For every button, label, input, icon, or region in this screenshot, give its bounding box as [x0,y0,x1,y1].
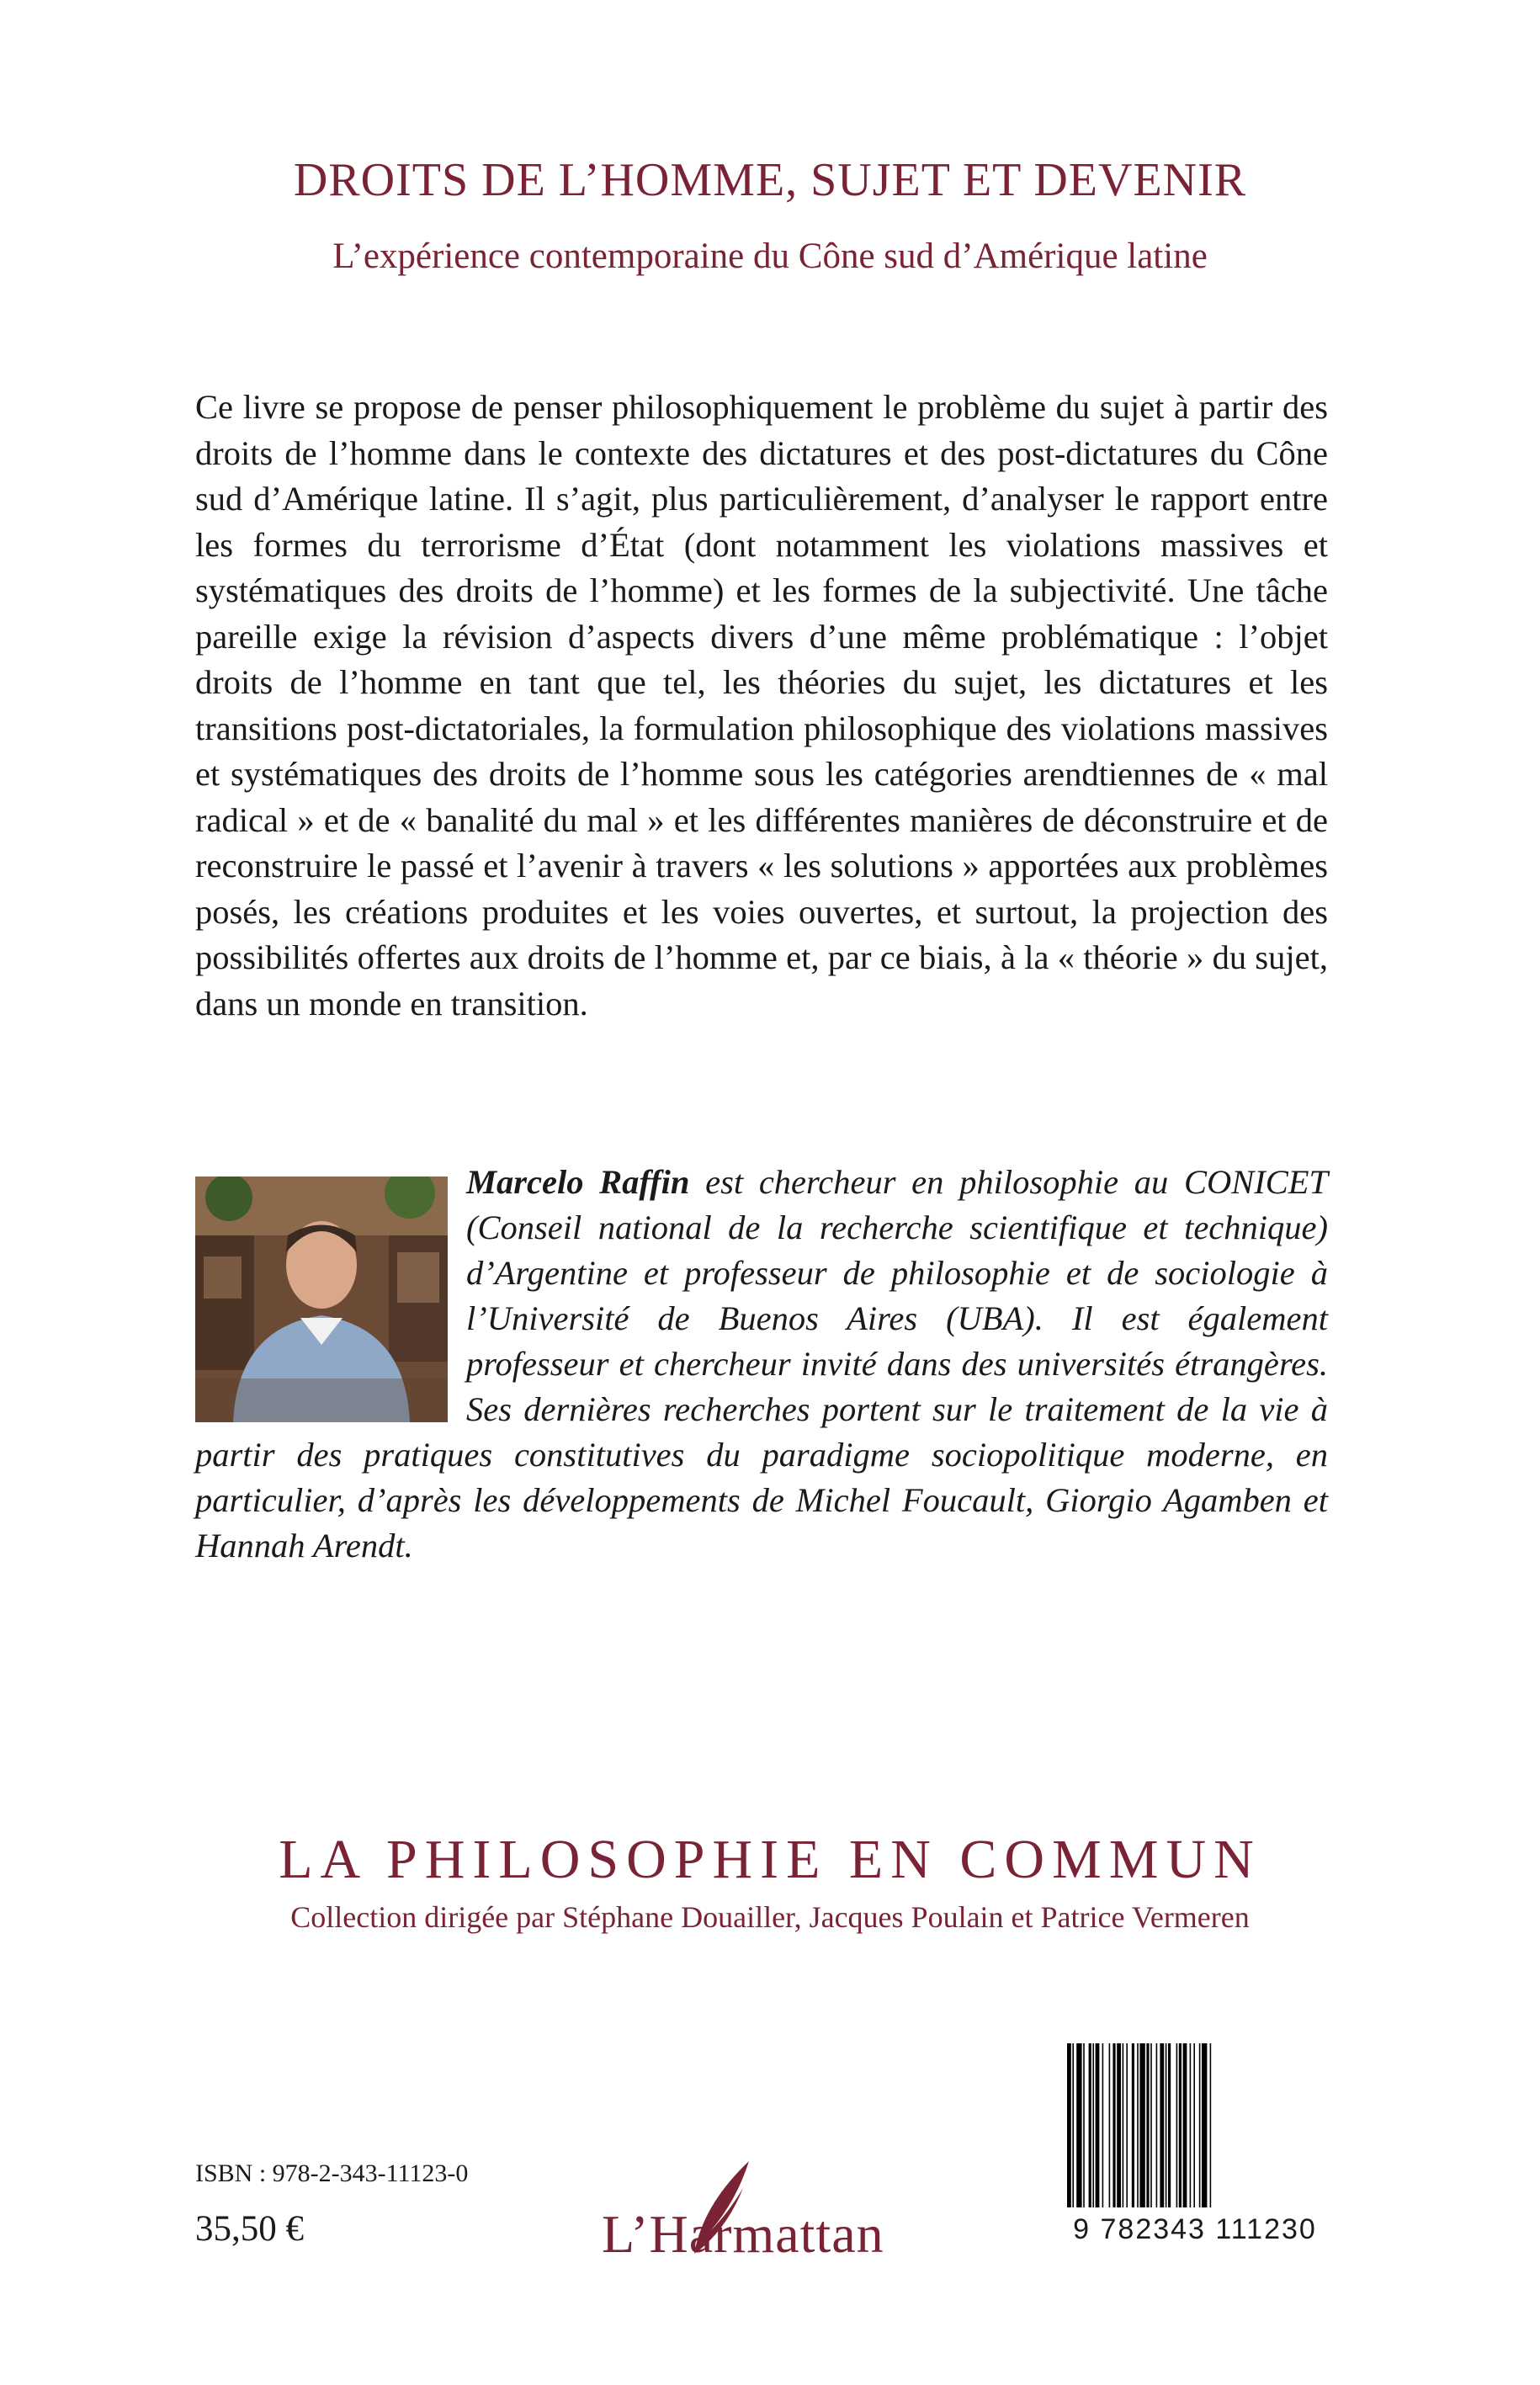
barcode-bar [1179,2043,1182,2207]
publisher-name: L’Harmattan [602,2204,884,2264]
series-directors: Collection dirigée par Stéphane Douailler, Jacques Poulain et Patrice Vermeren [290,1900,1250,1934]
barcode-bar [1096,2043,1100,2207]
barcode-bar [1083,2043,1085,2207]
barcode-bar [1109,2043,1111,2207]
publisher-logo [602,2154,938,2264]
barcode-bar [1123,2043,1124,2207]
summary-paragraph: Ce livre se propose de penser philosophiquement le problème du sujet à partir des droits de l’homme dans le contexte des dictatures et des post-dictatures du Cône sud d’Amérique latine. Il s’agit, plus particulièrement, d’analyser le rapport entre les formes du terrorisme d’État (dont notamment les violations massives et systématiques des droits de l’homme) et les formes de la subjectivité. Une tâche pareille exige la révision d’aspects divers d’une même problématique : l’objet droits de l’homme en tant que tel, les théories du sujet, les dictatures et les transitions post-dictatoriales, la formulation philosophique des violations massives et systématiques des droits de l’homme sous les catégories arendtiennes de « mal radical » et de « banalité du mal » et les différentes manières de déconstruire et de reconstruire le passé et l’avenir à travers « les solutions » apportées aux problèmes posés, les créations produites et les voies ouvertes, et surtout, la projection des possibilités offertes aux droits de l’homme et, par ce biais, à la « théorie » du sujet, dans un monde en transition. [195,388,1328,1023]
barcode-bar [1076,2043,1081,2207]
barcode-bar [1168,2043,1171,2207]
price: 35,50 € [195,2209,304,2249]
barcode-bar [1137,2043,1139,2207]
barcode-bar [1089,2043,1091,2207]
barcode-bar [1199,2043,1201,2207]
photo-spacer [195,1160,466,1412]
barcode-bar [1150,2043,1152,2207]
barcode-bar [1139,2043,1144,2207]
barcode-bar [1102,2043,1104,2207]
barcode-bar [1072,2043,1074,2207]
barcode [1060,2043,1330,2245]
barcode-bars [1060,2043,1330,2212]
isbn: ISBN : 978-2-343-11123-0 [195,2159,469,2187]
barcode-bar [1146,2043,1149,2207]
series-name: LA PHILOSOPHIE EN COMMUN [279,1829,1261,1890]
barcode-bar [1160,2043,1164,2207]
barcode-bar [1156,2043,1158,2207]
author-name: Marcelo Raffin [466,1163,690,1201]
bio-text: est chercheur en philosophie au CONICET (Conseil national de la recherche scientifique et technique) d’Argentine et professeur de philosophie et de sociologie à l’Université de Buenos Aires (UBA). Il est également professeur et chercheur invité dans des universités étrangères. Ses dernières recherches portent sur le traitement de la vie à partir des pratiques constitutives du paradigme sociopolitique moderne, en particulier, d’après les développements de Michel Foucault, Giorgio Agamben et Hannah Arendt. [195,1163,1328,1564]
book-title: DROITS DE L’HOMME, SUJET ET DEVENIR [293,154,1247,206]
book-subtitle: L’expérience contemporaine du Cône sud d’Amérique latine [332,236,1208,276]
barcode-bar [1202,2043,1207,2207]
barcode-bar [1067,2043,1071,2207]
author-bio [195,1160,1328,1569]
barcode-bar [1113,2043,1115,2207]
barcode-bar [1190,2043,1192,2207]
barcode-bar [1092,2043,1094,2207]
barcode-bar [1210,2043,1212,2207]
barcode-digits: 9 782343 111230 [1073,2213,1317,2245]
barcode-bar [1193,2043,1195,2207]
barcode-bar [1176,2043,1178,2207]
barcode-bar [1183,2043,1187,2207]
barcode-bar [1126,2043,1128,2207]
barcode-bar [1117,2043,1121,2207]
barcode-bar [1132,2043,1134,2207]
barcode-bar [1166,2043,1167,2207]
